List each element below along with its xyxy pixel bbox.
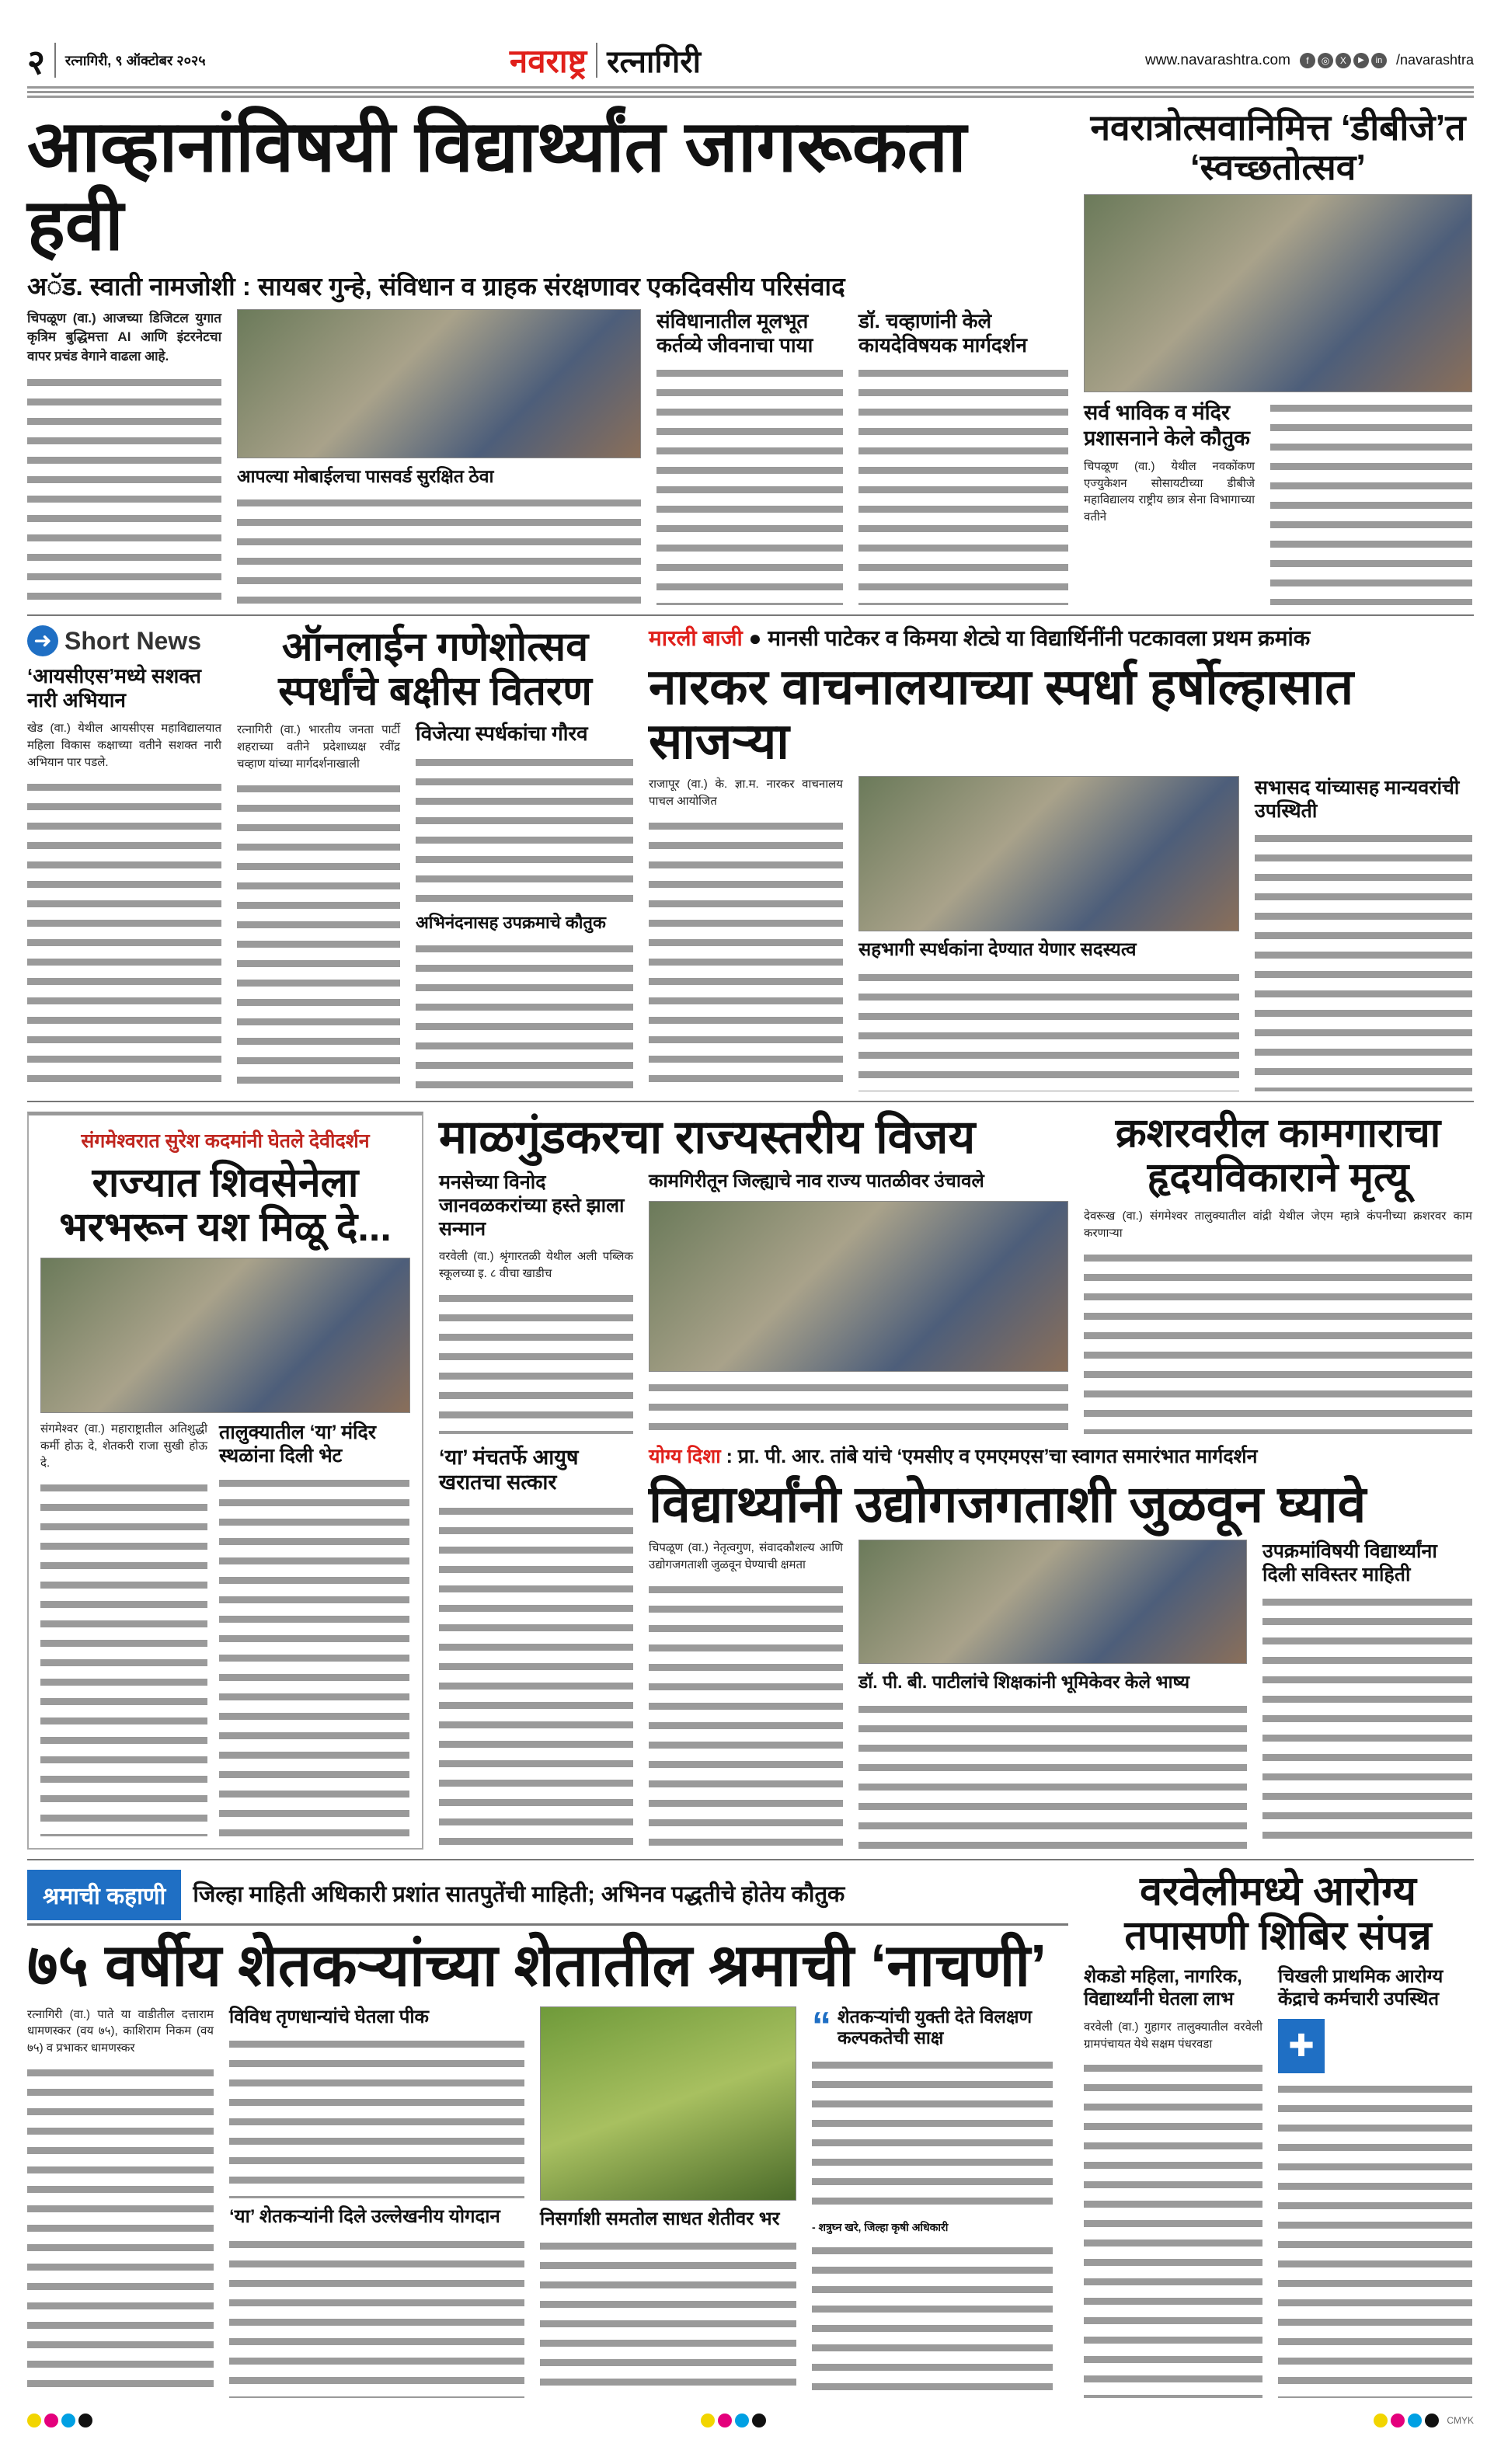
headline: वरवेलीमध्ये आरोग्य तपासणी शिबिर संपन्न bbox=[1124, 1869, 1432, 1959]
story-body bbox=[219, 1475, 409, 1836]
temple-visit-photo bbox=[40, 1258, 410, 1413]
story-lead: रत्नागिरी (वा.) पाते या वाडीतील दत्ताराम धामणस्कर (वय ७५), काशिराम निकम (वय ७५) व प्रभाकर धामणस्कर bbox=[27, 2007, 214, 2055]
story-body bbox=[229, 2036, 524, 2198]
side-title: सभासद यांच्यासह मान्यवरांची उपस्थिती bbox=[1255, 777, 1460, 823]
story-body bbox=[649, 1380, 1068, 1434]
story-body bbox=[812, 2057, 1053, 2212]
photo-caption: डॉ. पी. बी. पाटीलांचे शिक्षकांनी भूमिकेवर केले भाष्य bbox=[858, 1672, 1190, 1693]
main-headline: ७५ वर्षीय शेतकऱ्यांच्या शेतातील श्रमाची ‘नाचणी’ bbox=[27, 1933, 1047, 1999]
section-header bbox=[27, 1870, 1068, 1926]
story-lead: देवरूख (वा.) संगमेश्वर तालुक्यातील वांद्री येथील जेएम म्हात्रे कंपनीच्या क्रशरवर काम करणाऱ्या bbox=[1084, 1209, 1472, 1241]
story-body bbox=[1278, 2081, 1472, 2398]
story-body bbox=[27, 2065, 214, 2398]
headline: माळगुंडकरचा राज्यस्तरीय विजय bbox=[439, 1111, 976, 1163]
story-body bbox=[1262, 1594, 1472, 1850]
subhead: शेतकऱ्यांची युक्ती देते विलक्षण कल्पकतेची साक्ष bbox=[838, 2006, 1033, 2048]
x-icon[interactable]: X bbox=[1336, 53, 1351, 68]
masthead-rule bbox=[27, 86, 1474, 99]
footer bbox=[27, 2414, 1474, 2427]
arrow-icon: ➜ bbox=[27, 625, 58, 656]
divider bbox=[27, 1101, 1474, 1102]
registration-marks-center bbox=[701, 2414, 766, 2427]
divider bbox=[54, 43, 56, 78]
story-lead: वरवेली (वा.) श्रृंगारतळी येथील अली पब्लिक स्कूलच्या इ. ८ वीचा खाडीच bbox=[439, 1250, 633, 1280]
subhead: ‘या’ शेतकऱ्यांनी दिले उल्लेखनीय योगदान bbox=[229, 2205, 500, 2227]
kicker: संगमेश्वरात सुरेश कदमांनी घेतले देवीदर्शन bbox=[81, 1130, 370, 1152]
facebook-icon[interactable]: f bbox=[1300, 53, 1315, 68]
divider bbox=[27, 614, 1474, 616]
youtube-icon[interactable]: ▶ bbox=[1353, 53, 1369, 68]
headline: विद्यार्थ्यांनी उद्योगजगताशी जुळवून घ्यावे bbox=[649, 1474, 1367, 1533]
story-body bbox=[439, 1290, 633, 1434]
story-body bbox=[812, 2243, 1053, 2398]
divider bbox=[27, 1859, 1474, 1860]
quote-icon: “ bbox=[812, 2003, 831, 2048]
box-title: संविधानातील मूलभूत कर्तव्ये जीवनाचा पाया bbox=[656, 308, 813, 357]
section-banner: श्रमाची कहाणी bbox=[27, 1870, 181, 1920]
medical-icon: ✚ bbox=[1278, 2019, 1325, 2073]
short-news-label: ➜ Short News bbox=[27, 625, 221, 656]
subhead: ‘या’ मंचतर्फे आयुष खरातचा सत्कार bbox=[439, 1445, 579, 1495]
headline: क्रशरवरील कामगाराचा हृदयविकाराने मृत्यू bbox=[1115, 1111, 1441, 1201]
cleanup-photo bbox=[1084, 194, 1472, 392]
subhead: शेकडो महिला, नागरिक, विद्यार्थ्यांनी घेतला लाभ bbox=[1084, 1966, 1242, 2010]
brand-logo: नवराष्ट्र bbox=[509, 43, 587, 79]
story-body bbox=[656, 365, 843, 605]
headline: ऑनलाईन गणेशोत्सव स्पर्धांचे बक्षीस वितरण bbox=[278, 625, 592, 715]
subhead: सर्व भाविक व मंदिर प्रशासनाने केले कौतुक bbox=[1084, 401, 1250, 450]
seminar-photo bbox=[858, 1540, 1247, 1664]
subhead: अॅड. स्वाती नामजोशी : सायबर गुन्हे, संविधान व ग्राहक संरक्षणावर एकदिवसीय परिसंवाद bbox=[27, 272, 845, 301]
main-headline: आव्हानांविषयी विद्यार्थ्यांत जागरूकता हवी bbox=[27, 107, 966, 266]
registration-marks-right bbox=[1374, 2414, 1439, 2427]
story-body bbox=[1084, 1250, 1472, 1434]
story-body bbox=[540, 2238, 796, 2398]
millet-field-photo bbox=[540, 2006, 796, 2201]
photo-caption: सहभागी स्पर्धकांना देण्यात येणार सदस्यत्व bbox=[858, 939, 1137, 961]
registration-marks-left bbox=[27, 2414, 92, 2427]
story-body bbox=[229, 2236, 524, 2398]
story-body bbox=[1084, 2060, 1262, 2398]
story-lead: चिपळूण (वा.) आजच्या डिजिटल युगात कृत्रिम बुद्धिमत्ता AI आणि इंटरनेटचा वापर प्रचंड वेगाने वाढला आहे. bbox=[27, 310, 221, 364]
story-body bbox=[858, 365, 1068, 605]
dateline: रत्नागिरी, ९ ऑक्टोबर २०२५ bbox=[64, 52, 206, 68]
story-body bbox=[858, 969, 1239, 1091]
story-body bbox=[416, 754, 633, 905]
story-lead: राजापूर (वा.) के. ज्ञा.म. नारकर वाचनालय पाचल आयोजित bbox=[649, 778, 843, 809]
cmyk-mark: CMYK bbox=[1447, 2415, 1474, 2426]
story-body bbox=[649, 818, 843, 1091]
story-body bbox=[416, 941, 633, 1091]
subhead: अभिनंदनासह उपक्रमाचे कौतुक bbox=[416, 912, 606, 932]
kicker: जिल्हा माहिती अधिकारी प्रशांत सातपुतेंची माहिती; अभिनव पद्धतीचे होतेय कौतुक bbox=[193, 1882, 845, 1908]
story-body bbox=[1270, 400, 1472, 605]
quote-attribution: - शत्रुघ्न खरे, जिल्हा कृषी अधिकारी bbox=[812, 2220, 949, 2233]
short-news-lead: खेड (वा.) येथील आयसीएस महाविद्यालयात महिला विकास कक्षाच्या वतीने सशक्त नारी अभियान पार पडले. bbox=[27, 722, 221, 769]
story-body bbox=[237, 781, 400, 1091]
story-lead: चिपळूण (वा.) नेतृत्वगुण, संवादकौशल्य आणि उद्योगजगताशी जुळवून घेण्याची क्षमता bbox=[649, 1541, 843, 1572]
subhead: विजेत्या स्पर्धकांचा गौरव bbox=[416, 722, 588, 746]
photo-caption: आपल्या मोबाईलचा पासवर्ड सुरक्षित ठेवा bbox=[237, 465, 494, 486]
story-body bbox=[1255, 830, 1472, 1091]
divider bbox=[596, 43, 597, 78]
website-link[interactable]: www.navarashtra.com bbox=[1145, 51, 1290, 68]
box-title: डॉ. चव्हाणांनी केले कायदेविषयक मार्गदर्शन bbox=[858, 308, 1027, 357]
story-body bbox=[40, 1480, 207, 1836]
story-lead: संगमेश्वर (वा.) महाराष्ट्रातील अतिशुद्धी कर्मी होऊ दे, शेतकरी राजा सुखी होऊ दे. bbox=[40, 1422, 207, 1470]
story-body bbox=[27, 374, 221, 605]
subhead: विविध तृणधान्यांचे घेतला पीक bbox=[229, 2006, 429, 2027]
boxed-story bbox=[27, 1112, 423, 1850]
subhead: चिखली प्राथमिक आरोग्य केंद्राचे कर्मचारी उपस्थित bbox=[1278, 1966, 1444, 2010]
story-body bbox=[439, 1503, 633, 1850]
prize-photo bbox=[858, 776, 1239, 931]
story-lead: चिपळूण (वा.) येथील नवकोंकण एज्युकेशन सोसायटीच्या डीबीजे महाविद्यालय राष्ट्रीय छात्र सेना विभागाच्या वतीने bbox=[1084, 459, 1255, 524]
story-lead: वरवेली (वा.) गुहागर तालुक्यातील वरवेली ग्रामपंचायत येथे सक्षम पंधरवडा bbox=[1084, 2020, 1262, 2051]
headline: नारकर वाचनालयाच्या स्पर्धा हर्षोल्हासात साजऱ्या bbox=[649, 658, 1354, 769]
instagram-icon[interactable]: ◎ bbox=[1318, 53, 1333, 68]
masthead bbox=[27, 39, 1474, 82]
subhead: तालुक्यातील ‘या’ मंदिर स्थळांना दिली भेट bbox=[219, 1422, 377, 1467]
edition-name: रत्नागिरी bbox=[607, 45, 701, 79]
story-body bbox=[27, 779, 221, 1091]
kicker: योग्य दिशा : प्रा. पी. आर. तांबे यांचे ‘एमसीए व एमएमएस’चा स्वागत समारंभात मार्गदर्शन bbox=[649, 1445, 1258, 1467]
story-lead: रत्नागिरी (वा.) भारतीय जनता पार्टी शहराच्या वतीने प्रदेशाध्यक्ष रवींद्र चव्हाण यांच्या मार्गदर्शनाखाली bbox=[237, 723, 400, 771]
side-title: मनसेच्या विनोद जानवळकरांच्या हस्ते झाला सन्मान bbox=[439, 1171, 625, 1240]
seminar-photo bbox=[237, 309, 641, 458]
story-body bbox=[649, 1582, 843, 1850]
headline: राज्यात शिवसेनेला भरभरून यश मिळू दे... bbox=[59, 1161, 392, 1251]
linkedin-icon[interactable]: in bbox=[1371, 53, 1387, 68]
side-title: उपक्रमांविषयी विद्यार्थ्यांना दिली सविस्तर माहिती bbox=[1262, 1540, 1437, 1586]
story-body bbox=[858, 1701, 1247, 1850]
story-body bbox=[237, 495, 641, 605]
social-handle: /navarashtra bbox=[1395, 52, 1474, 68]
short-news-title: ‘आयसीएस’मध्ये सशक्त नारी अभियान bbox=[27, 664, 202, 712]
photo-title: कामगिरीतून जिल्ह्याचे नाव राज्य पातळीवर उंचावले bbox=[649, 1171, 984, 1192]
kicker: मारली बाजी ● मानसी पाटेकर व किमया शेट्ये या विद्यार्थिनींनी पटकावला प्रथम क्रमांक bbox=[649, 626, 1311, 650]
page-number: २ bbox=[27, 43, 45, 82]
subhead: निसर्गाशी समतोल साधत शेतीवर भर bbox=[540, 2208, 780, 2229]
award-photo bbox=[649, 1201, 1068, 1372]
headline: नवरात्रोत्सवानिमित्त ‘डीबीजे’त ‘स्वच्छतोत्सव’ bbox=[1090, 107, 1466, 187]
social-icons bbox=[1300, 53, 1387, 68]
